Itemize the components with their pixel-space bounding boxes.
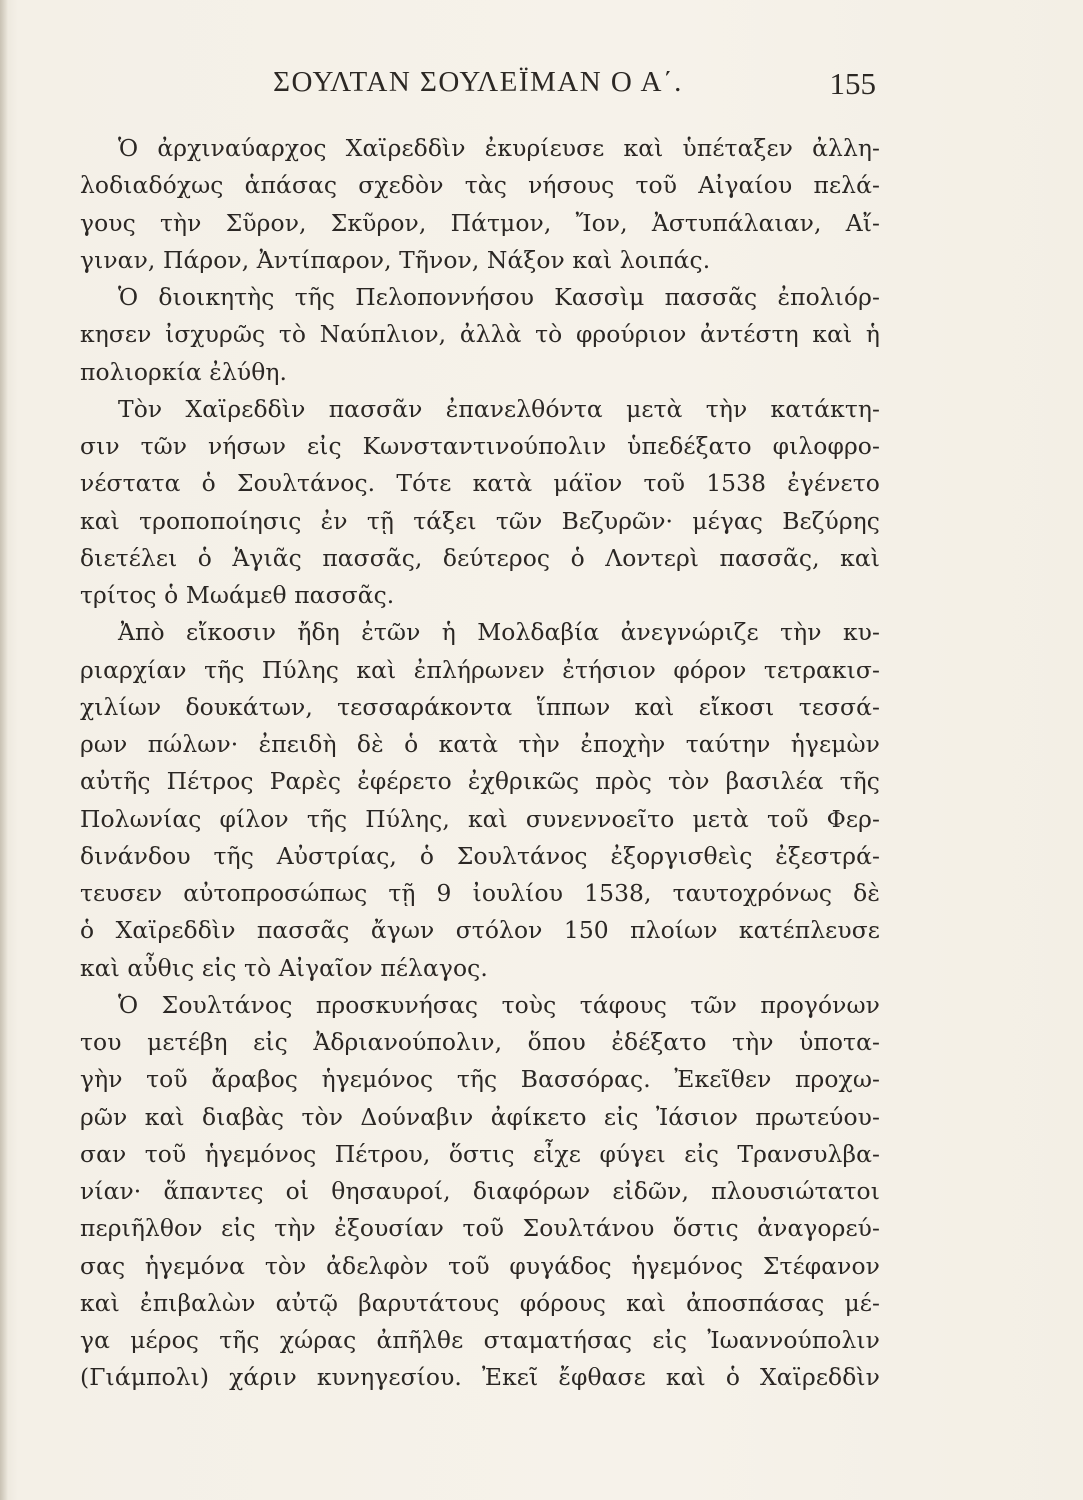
- text-line: γὴν τοῦ ἄραβος ἡγεμόνος τῆς Βασσόρας. Ἐκεῖθεν προχω-: [80, 1065, 880, 1094]
- text-line: Ὁ Σουλτάνος προσκυνήσας τοὺς τάφους τῶν προγόνων: [118, 990, 880, 1019]
- text-line: πολιορκία ἐλύθη.: [80, 357, 288, 386]
- running-title: ΣΟΥΛΤΑΝ ΣΟΥΛΕΪΜΑΝ Ο Α΄.: [273, 66, 683, 98]
- text-line: δινάνδου τῆς Αὐστρίας, ὁ Σουλτάνος ἐξοργισθεὶς ἐξεστρά-: [80, 841, 880, 870]
- text-line: (Γιάμπολι) χάριν κυνηγεσίου. Ἐκεῖ ἔφθασε καὶ ὁ Χαϊρεδδὶν: [80, 1363, 880, 1392]
- text-line: τευσεν αὐτοπροσώπως τῇ 9 ἰουλίου 1538, ταυτοχρόνως δὲ: [80, 879, 880, 907]
- text-line: γους τὴν Σῦρον, Σκῦρον, Πάτμον, Ἴον, Ἀστυπάλαιαν, Αἴ-: [80, 208, 880, 237]
- text-line: Ὁ ἀρχιναύαρχος Χαϊρεδδὶν ἐκυρίευσε καὶ ὑπέταξεν ἀλλη-: [118, 134, 880, 162]
- page-header: [80, 66, 876, 106]
- text-line: σιν τῶν νήσων εἰς Κωνσταντινούπολιν ὑπεδέξατο φιλοφρο-: [80, 432, 880, 460]
- text-line: Ὁ διοικητὴς τῆς Πελοποννήσου Κασσὶμ πασσᾶς ἐπολιόρ-: [118, 283, 880, 311]
- text-line: νίαν· ἅπαντες οἱ θησαυροί, διαφόρων εἰδῶν, πλουσιώτατοι: [80, 1177, 880, 1205]
- text-line: περιῆλθον εἰς τὴν ἐξουσίαν τοῦ Σουλτάνου ὅστις ἀναγορεύ-: [80, 1214, 880, 1243]
- text-line: νέστατα ὁ Σουλτάνος. Τότε κατὰ μάϊον τοῦ 1538 ἐγένετο: [80, 469, 880, 498]
- text-line: ρῶν καὶ διαβὰς τὸν Δούναβιν ἀφίκετο εἰς Ἰάσιον πρωτεύου-: [80, 1102, 880, 1131]
- page-number: 155: [829, 66, 876, 101]
- text-line: αὐτῆς Πέτρος Ραρὲς ἐφέρετο ἐχθρικῶς πρὸς τὸν βασιλέα τῆς: [80, 767, 880, 796]
- text-line: Τὸν Χαϊρεδδὶν πασσᾶν ἐπανελθόντα μετὰ τὴν κατάκτη-: [118, 394, 880, 423]
- text-line: ρων πώλων· ἐπειδὴ δὲ ὁ κατὰ τὴν ἐποχὴν ταύτην ἡγεμὼν: [80, 730, 880, 758]
- text-line: Πολωνίας φίλον τῆς Πύλης, καὶ συνεννοεῖτο μετὰ τοῦ Φερ-: [80, 804, 880, 833]
- spine-shadow: [0, 0, 8, 1500]
- text-line: κησεν ἰσχυρῶς τὸ Ναύπλιον, ἀλλὰ τὸ φρούριον ἀντέστη καὶ ἡ: [80, 320, 880, 349]
- text-line: λοδιαδόχως ἁπάσας σχεδὸν τὰς νήσους τοῦ Αἰγαίου πελά-: [80, 171, 880, 200]
- text-line: καὶ ἐπιβαλὼν αὐτῷ βαρυτάτους φόρους καὶ ἀποσπάσας μέ-: [80, 1288, 880, 1317]
- text-line: σας ἡγεμόνα τὸν ἀδελφὸν τοῦ φυγάδος ἡγεμόνος Στέφανον: [80, 1251, 880, 1280]
- text-line: καὶ αὖθις εἰς τὸ Αἰγαῖον πέλαγος.: [80, 953, 488, 982]
- text-line: γα μέρος τῆς χώρας ἀπῆλθε σταματήσας εἰς Ἰωαννούπολιν: [80, 1326, 880, 1354]
- text-line: τρίτος ὁ Μωάμεθ πασσᾶς.: [80, 581, 395, 609]
- text-line: του μετέβη εἰς Ἀδριανούπολιν, ὅπου ἐδέξατο τὴν ὑποτα-: [80, 1028, 880, 1056]
- text-line: διετέλει ὁ Ἁγιᾶς πασσᾶς, δεύτερος ὁ Λοντερὶ πασσᾶς, καὶ: [80, 543, 880, 572]
- text-line: ριαρχίαν τῆς Πύλης καὶ ἐπλήρωνεν ἐτήσιον φόρον τετρακισ-: [80, 655, 880, 684]
- body-text: [80, 130, 880, 1397]
- text-line: χιλίων δουκάτων, τεσσαράκοντα ἵππων καὶ εἴκοσι τεσσά-: [80, 692, 880, 721]
- text-line: γιναν, Πάρον, Ἀντίπαρον, Τῆνον, Νάξον καὶ λοιπάς.: [80, 245, 711, 274]
- text-line: ὁ Χαϊρεδδὶν πασσᾶς ἄγων στόλον 150 πλοίων κατέπλευσε: [80, 916, 880, 945]
- text-line: σαν τοῦ ἡγεμόνος Πέτρου, ὅστις εἶχε φύγει εἰς Τρανσυλβα-: [80, 1139, 880, 1168]
- text-line: Ἀπὸ εἴκοσιν ἤδη ἐτῶν ἡ Μολδαβία ἀνεγνώριζε τὴν κυ-: [118, 618, 880, 647]
- text-line: καὶ τροποποίησις ἐν τῇ τάξει τῶν Βεζυρῶν· μέγας Βεζύρης: [80, 506, 880, 535]
